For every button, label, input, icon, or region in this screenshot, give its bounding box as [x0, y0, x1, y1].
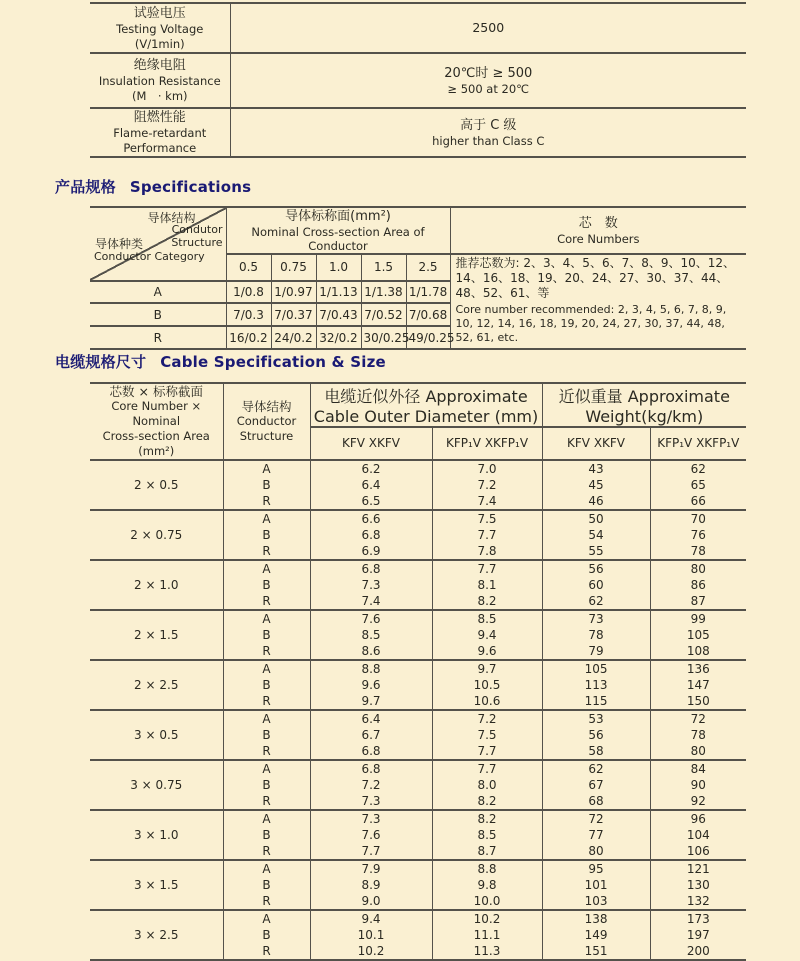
structure-cell: A — [223, 910, 310, 927]
header-cn: 芯 数 — [578, 216, 618, 231]
structure-value-cell: 32/0.2 — [316, 326, 361, 349]
structure-cell: R — [223, 943, 310, 960]
value-cell: 6.8 — [310, 743, 432, 760]
cable-type: XKFP₁V — [696, 436, 740, 450]
value-line-en: ≥ 500 at 20℃ — [447, 81, 530, 96]
structure-cell: A — [223, 660, 310, 677]
core-area-header — [90, 383, 223, 460]
value-cell: 66 — [650, 493, 746, 510]
value-cell: 96 — [650, 810, 746, 827]
value-cell: 200 — [650, 943, 746, 960]
conductor-category-cell: R — [90, 326, 226, 349]
value-cell: 173 — [650, 910, 746, 927]
value-cell: 7.7 — [432, 527, 542, 543]
value-cell: 7.6 — [310, 827, 432, 843]
label-cn: 绝缘电阻 — [133, 58, 186, 73]
label-en: Flame-retardant Performance — [113, 126, 207, 155]
area-cell: 0.75 — [271, 254, 316, 281]
cable-size-row — [90, 810, 746, 827]
specifications-heading — [55, 176, 251, 197]
testing-voltage-label — [90, 3, 230, 53]
value-cell: 6.4 — [310, 710, 432, 727]
value-line-en: higher than Class C — [432, 133, 545, 148]
value-line-cn: 20℃时 ≥ 500 — [444, 65, 533, 81]
value-cell: 105 — [650, 627, 746, 643]
value-cell: 72 — [542, 810, 650, 827]
header-line: (mm²) — [138, 444, 175, 458]
value-cell: 8.9 — [310, 877, 432, 893]
header-en: Core Numbers — [557, 232, 640, 246]
value-cell: 62 — [542, 760, 650, 777]
area-cell: 1.0 — [316, 254, 361, 281]
value-cell: 7.2 — [432, 477, 542, 493]
structure-cell: R — [223, 593, 310, 610]
value-cell: 10.2 — [310, 943, 432, 960]
conductor-structure-header — [223, 383, 310, 460]
value-cell: 7.2 — [310, 777, 432, 793]
value-cell: 7.3 — [310, 810, 432, 827]
value-cell: 84 — [650, 760, 746, 777]
core-numbers-header — [450, 207, 746, 254]
value-cell: 7.8 — [432, 543, 542, 560]
cable-type: KFV — [341, 436, 365, 450]
value-cell: 73 — [542, 610, 650, 627]
value-cell: 10.6 — [432, 693, 542, 710]
value-cell: 78 — [650, 727, 746, 743]
area-cell: 1.5 — [361, 254, 406, 281]
structure-cell: R — [223, 843, 310, 860]
cable-size-row — [90, 610, 746, 627]
value-cell: 6.7 — [310, 727, 432, 743]
value-cell: 8.2 — [432, 793, 542, 810]
structure-value-cell: 1/0.8 — [226, 281, 271, 304]
weight-group-header — [542, 383, 746, 427]
value-cell: 92 — [650, 793, 746, 810]
structure-cell: R — [223, 643, 310, 660]
heading-cn: 电缆规格尺寸 — [55, 353, 147, 371]
value-cell: 55 — [542, 543, 650, 560]
structure-cell: R — [223, 493, 310, 510]
structure-cell: B — [223, 527, 310, 543]
label-cn: 试验电压 — [133, 5, 186, 21]
value-cell: 78 — [650, 543, 746, 560]
value-cell: 103 — [542, 893, 650, 910]
value-cell: 7.3 — [310, 577, 432, 593]
value-cell: 9.7 — [310, 693, 432, 710]
value-cell: 7.6 — [310, 610, 432, 627]
structure-cell: A — [223, 860, 310, 877]
value-cell: 9.0 — [310, 893, 432, 910]
label-cn: 阻燃性能 — [133, 110, 186, 125]
specifications-table — [90, 206, 746, 350]
value-cell: 130 — [650, 877, 746, 893]
value-cell: 101 — [542, 877, 650, 893]
label-en: Testing Voltage (V/1min) — [116, 21, 204, 51]
value-cell: 67 — [542, 777, 650, 793]
label-en-unit: (M · km) — [131, 89, 188, 103]
value-cell: 9.8 — [432, 877, 542, 893]
value-cell: 121 — [650, 860, 746, 877]
cable-size-row — [90, 710, 746, 727]
cable-size-row — [90, 510, 746, 527]
header-line: 导体结构 — [241, 399, 292, 414]
value-cell: 56 — [542, 727, 650, 743]
structure-cell: A — [223, 760, 310, 777]
value-cell: 132 — [650, 893, 746, 910]
value-cell: 8.2 — [432, 810, 542, 827]
value-cell: 8.8 — [432, 860, 542, 877]
header-line: Core Number × Nominal — [111, 399, 202, 428]
table-row — [90, 108, 746, 157]
core-size-cell: 2 × 1.5 — [90, 610, 223, 660]
core-size-cell: 3 × 0.75 — [90, 760, 223, 810]
insulation-resistance-label — [90, 53, 230, 108]
testing-voltage-value — [230, 3, 746, 53]
value-cell: 7.5 — [432, 510, 542, 527]
conductor-category-cell: B — [90, 303, 226, 326]
value-cell: 60 — [542, 577, 650, 593]
table-row — [90, 53, 746, 108]
value-cell: 11.1 — [432, 927, 542, 943]
structure-cell: B — [223, 827, 310, 843]
structure-value-cell: 30/0.25 — [361, 326, 406, 349]
structure-cell: B — [223, 627, 310, 643]
structure-cell: A — [223, 510, 310, 527]
value-cell: 7.4 — [310, 593, 432, 610]
value-cell: 6.6 — [310, 510, 432, 527]
value-cell: 115 — [542, 693, 650, 710]
heading-en: Specifications — [129, 178, 252, 196]
value-cell: 8.8 — [310, 660, 432, 677]
structure-cell: B — [223, 477, 310, 493]
cable-size-row — [90, 760, 746, 777]
value-cell: 6.5 — [310, 493, 432, 510]
table-header-row — [90, 383, 746, 427]
header-en: Approximate Weight(kg/km) — [585, 387, 730, 426]
cable-type-cell — [542, 427, 650, 460]
diag-structure-en2: Structure — [171, 236, 223, 249]
structure-value-cell: 1/1.38 — [361, 281, 406, 304]
structure-cell: R — [223, 543, 310, 560]
structure-value-cell: 7/0.37 — [271, 303, 316, 326]
structure-cell: R — [223, 793, 310, 810]
cable-size-table — [90, 382, 746, 961]
structure-cell: B — [223, 777, 310, 793]
header-line: Cross-section Area — [102, 429, 210, 443]
value-cell: 54 — [542, 527, 650, 543]
value-cell: 104 — [650, 827, 746, 843]
value-cell: 9.4 — [432, 627, 542, 643]
cable-type: KFV — [567, 436, 590, 450]
structure-cell: A — [223, 560, 310, 577]
value-cell: 105 — [542, 660, 650, 677]
value-cell: 10.5 — [432, 677, 542, 693]
heading-en: Cable Specification & Size — [160, 353, 386, 371]
core-size-cell: 2 × 0.75 — [90, 510, 223, 560]
diagonal-split-header-cell — [90, 207, 226, 281]
value-cell: 7.5 — [432, 727, 542, 743]
core-size-cell: 3 × 1.0 — [90, 810, 223, 860]
value-cell: 95 — [542, 860, 650, 877]
structure-cell: B — [223, 927, 310, 943]
core-size-cell: 2 × 2.5 — [90, 660, 223, 710]
structure-value-cell: 7/0.3 — [226, 303, 271, 326]
cable-type-cell — [310, 427, 432, 460]
core-size-cell: 3 × 0.5 — [90, 710, 223, 760]
table-header-row — [90, 207, 746, 254]
value-cell: 6.8 — [310, 527, 432, 543]
area-cell: 0.5 — [226, 254, 271, 281]
value-cell: 46 — [542, 493, 650, 510]
value-cell: 8.1 — [432, 577, 542, 593]
value-cell: 8.2 — [432, 593, 542, 610]
cable-type: XKFV — [593, 436, 626, 450]
core-numbers-note-cell — [450, 254, 746, 349]
header-line: 芯数 × 标称截面 — [109, 384, 203, 399]
value-cell: 7.3 — [310, 793, 432, 810]
outer-diameter-group-header — [310, 383, 542, 427]
value-cell: 7.4 — [432, 493, 542, 510]
structure-cell: R — [223, 743, 310, 760]
value-cell: 78 — [542, 627, 650, 643]
cable-size-row — [90, 660, 746, 677]
structure-value-cell: 16/0.2 — [226, 326, 271, 349]
value-cell: 6.4 — [310, 477, 432, 493]
value-cell: 10.0 — [432, 893, 542, 910]
cable-size-row — [90, 860, 746, 877]
value-line: 2500 — [472, 20, 505, 35]
header-en: Approximate Cable Outer Diameter (mm) — [313, 387, 539, 426]
value-cell: 10.2 — [432, 910, 542, 927]
core-size-cell: 2 × 0.5 — [90, 460, 223, 510]
value-cell: 8.0 — [432, 777, 542, 793]
value-cell: 7.7 — [432, 560, 542, 577]
electrical-properties-table — [90, 2, 746, 158]
area-cell: 2.5 — [406, 254, 450, 281]
header-cn: 近似重量 — [558, 387, 623, 406]
value-cell: 8.5 — [310, 627, 432, 643]
value-cell: 151 — [542, 943, 650, 960]
value-cell: 150 — [650, 693, 746, 710]
structure-cell: R — [223, 893, 310, 910]
structure-cell: B — [223, 677, 310, 693]
value-cell: 138 — [542, 910, 650, 927]
header-en: Nominal Cross-section Area of Conductor — [251, 225, 425, 253]
value-cell: 7.7 — [432, 760, 542, 777]
structure-value-cell: 7/0.43 — [316, 303, 361, 326]
cable-size-row — [90, 560, 746, 577]
structure-cell: B — [223, 577, 310, 593]
value-cell: 80 — [650, 560, 746, 577]
value-cell: 80 — [542, 843, 650, 860]
header-line: Structure — [239, 429, 294, 443]
structure-cell: B — [223, 877, 310, 893]
value-cell: 86 — [650, 577, 746, 593]
structure-cell: R — [223, 693, 310, 710]
value-cell: 79 — [542, 643, 650, 660]
value-cell: 197 — [650, 927, 746, 943]
value-cell: 7.2 — [432, 710, 542, 727]
value-cell: 7.7 — [432, 743, 542, 760]
structure-cell: A — [223, 460, 310, 477]
value-cell: 68 — [542, 793, 650, 810]
heading-cn: 产品规格 — [55, 178, 116, 196]
diag-category-en: Conductor Category — [94, 250, 205, 263]
value-cell: 7.7 — [310, 843, 432, 860]
structure-cell: A — [223, 710, 310, 727]
structure-value-cell: 49/0.25 — [406, 326, 450, 349]
value-cell: 90 — [650, 777, 746, 793]
value-cell: 106 — [650, 843, 746, 860]
diag-structure-cn: 导体结构 — [147, 211, 196, 225]
structure-value-cell: 1/0.97 — [271, 281, 316, 304]
value-cell: 147 — [650, 677, 746, 693]
value-cell: 99 — [650, 610, 746, 627]
value-cell: 8.5 — [432, 610, 542, 627]
structure-cell: A — [223, 610, 310, 627]
value-cell: 7.9 — [310, 860, 432, 877]
value-cell: 72 — [650, 710, 746, 727]
table-row — [90, 3, 746, 53]
value-cell: 76 — [650, 527, 746, 543]
value-cell: 6.8 — [310, 760, 432, 777]
cable-type: XKFP₁V — [484, 436, 529, 450]
cable-type-cell — [432, 427, 542, 460]
value-cell: 113 — [542, 677, 650, 693]
structure-value-cell: 7/0.52 — [361, 303, 406, 326]
value-cell: 9.4 — [310, 910, 432, 927]
cable-size-row — [90, 910, 746, 927]
value-cell: 11.3 — [432, 943, 542, 960]
structure-cell: A — [223, 810, 310, 827]
structure-value-cell: 1/1.78 — [406, 281, 450, 304]
value-cell: 136 — [650, 660, 746, 677]
cable-type: XKFV — [368, 436, 400, 450]
structure-value-cell: 24/0.2 — [271, 326, 316, 349]
value-cell: 9.7 — [432, 660, 542, 677]
flame-retardant-value — [230, 108, 746, 157]
cable-type: KFP₁V — [657, 436, 693, 450]
value-cell: 43 — [542, 460, 650, 477]
value-cell: 9.6 — [432, 643, 542, 660]
value-cell: 80 — [650, 743, 746, 760]
structure-value-cell: 7/0.68 — [406, 303, 450, 326]
value-cell: 56 — [542, 560, 650, 577]
value-cell: 108 — [650, 643, 746, 660]
value-cell: 8.6 — [310, 643, 432, 660]
structure-value-cell: 1/1.13 — [316, 281, 361, 304]
value-cell: 8.7 — [432, 843, 542, 860]
value-cell: 8.5 — [432, 827, 542, 843]
core-note-en: Core number recommended: 2, 3, 4, 5, 6, 7, 8, 9, 10, 12, 14, 16, 18, 19, 20, 24, 27, 30, 37, 44, 48, 52, 61, etc. — [455, 303, 727, 344]
flame-retardant-label — [90, 108, 230, 157]
cable-type-cell — [650, 427, 746, 460]
value-cell: 62 — [650, 460, 746, 477]
value-cell: 62 — [542, 593, 650, 610]
value-cell: 7.0 — [432, 460, 542, 477]
cable-type: KFP₁V — [445, 436, 481, 450]
core-note-cn: 推荐芯数为: 2、3、4、5、6、7、8、9、10、12、14、16、18、19、20、24、27、30、37、44、48、52、61、等 — [455, 256, 736, 300]
label-en: Insulation Resistance — [98, 74, 221, 88]
value-cell: 6.2 — [310, 460, 432, 477]
value-cell: 45 — [542, 477, 650, 493]
header-line: Conductor — [236, 414, 297, 428]
value-cell: 10.1 — [310, 927, 432, 943]
value-cell: 50 — [542, 510, 650, 527]
value-cell: 6.8 — [310, 560, 432, 577]
diag-structure-en1: Condutor — [171, 223, 223, 236]
core-size-cell: 2 × 1.0 — [90, 560, 223, 610]
cable-size-row — [90, 460, 746, 477]
value-cell: 77 — [542, 827, 650, 843]
value-cell: 53 — [542, 710, 650, 727]
header-cn: 导体标称面(mm²) — [285, 209, 391, 224]
nominal-area-group-header — [226, 207, 450, 254]
diag-category-cn: 导体种类 — [95, 237, 144, 251]
value-cell: 9.6 — [310, 677, 432, 693]
value-cell: 87 — [650, 593, 746, 610]
insulation-resistance-value — [230, 53, 746, 108]
header-cn: 电缆近似外径 — [324, 387, 421, 406]
cable-size-heading — [55, 351, 386, 372]
value-cell: 149 — [542, 927, 650, 943]
structure-cell: B — [223, 727, 310, 743]
core-size-cell: 3 × 2.5 — [90, 910, 223, 960]
conductor-category-cell: A — [90, 281, 226, 304]
value-cell: 65 — [650, 477, 746, 493]
value-cell: 58 — [542, 743, 650, 760]
core-size-cell: 3 × 1.5 — [90, 860, 223, 910]
value-line-cn: 高于 C 级 — [460, 117, 517, 133]
value-cell: 70 — [650, 510, 746, 527]
value-cell: 6.9 — [310, 543, 432, 560]
